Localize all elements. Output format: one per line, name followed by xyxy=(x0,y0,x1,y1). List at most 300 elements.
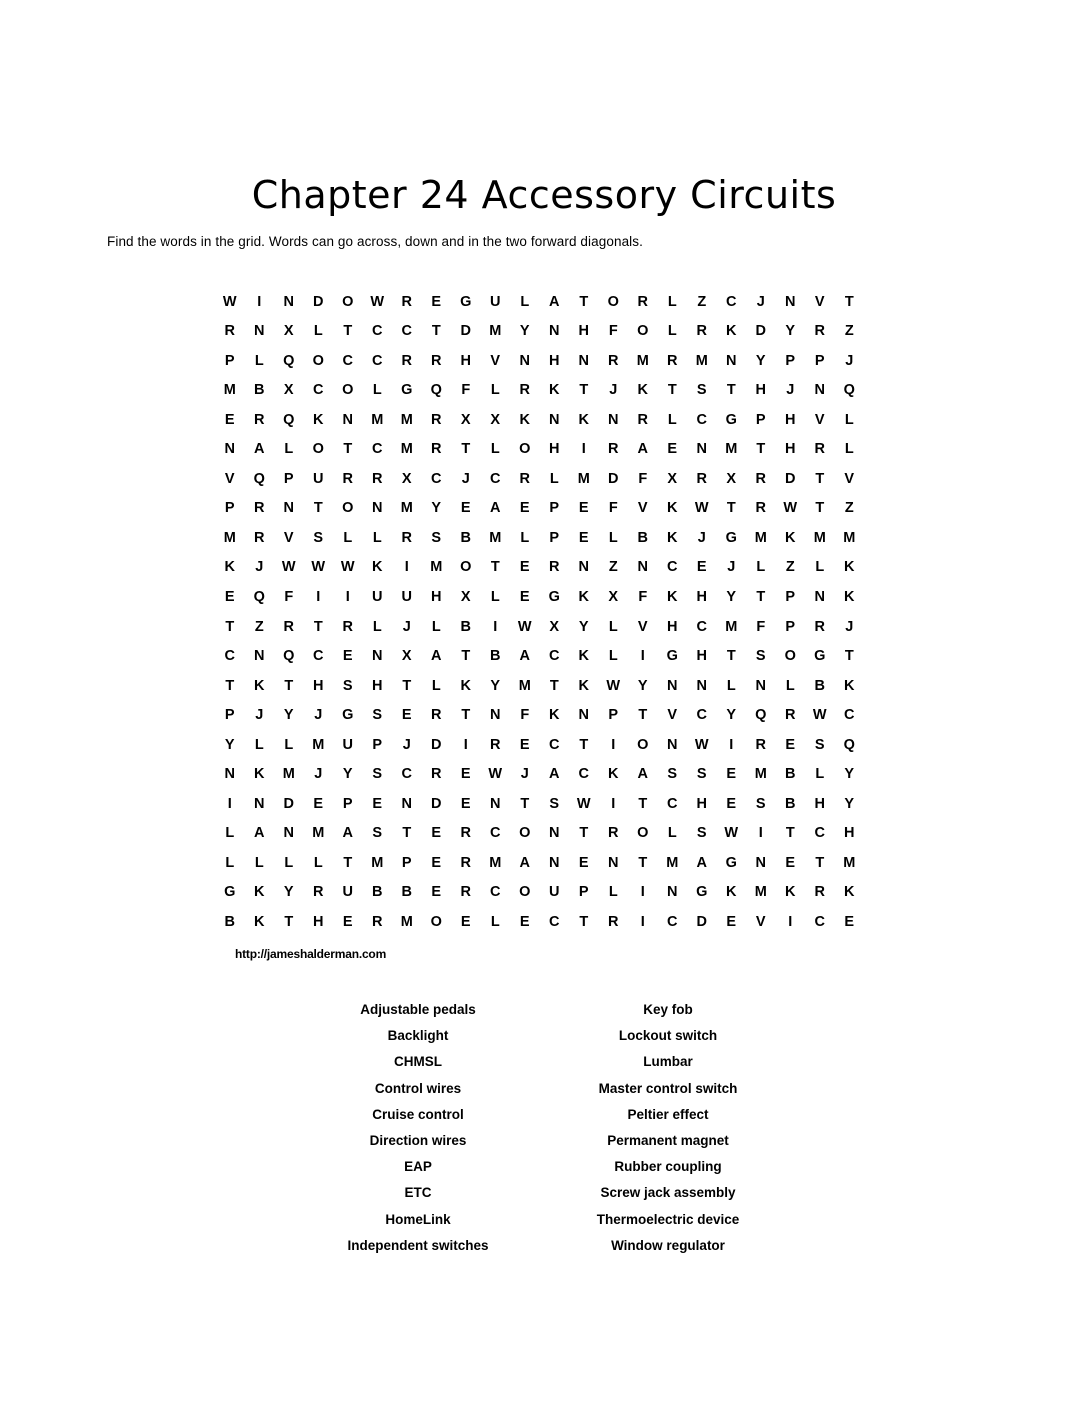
grid-letter: Y xyxy=(726,588,737,605)
grid-letter: R xyxy=(460,825,471,842)
grid-letter: E xyxy=(460,500,471,517)
grid-letter: L xyxy=(815,766,825,783)
grid-letter: D xyxy=(313,293,324,310)
grid-letter: M xyxy=(400,411,413,428)
grid-letter: C xyxy=(549,736,560,753)
grid-letter: X xyxy=(608,588,619,605)
word-search-grid xyxy=(215,287,864,937)
grid-letter: P xyxy=(224,707,235,724)
grid-letter: Q xyxy=(253,470,265,487)
grid-letter: S xyxy=(696,825,707,842)
grid-letter: M xyxy=(400,441,413,458)
grid-letter: L xyxy=(490,914,500,930)
grid-letter: R xyxy=(224,323,235,340)
grid-letter: T xyxy=(815,854,825,871)
grid-letter: C xyxy=(667,914,678,930)
grid-letter: H xyxy=(372,677,383,694)
grid-letter: X xyxy=(667,470,678,487)
grid-letter: N xyxy=(637,559,648,576)
grid-letter: I xyxy=(316,588,321,605)
word-list-item: Key fob xyxy=(643,1002,693,1017)
grid-letter: E xyxy=(578,854,589,871)
grid-letter: E xyxy=(401,707,412,724)
grid-letter: K xyxy=(726,884,737,901)
grid-letter: L xyxy=(549,470,559,487)
grid-letter: R xyxy=(313,884,324,901)
grid-letter: J xyxy=(255,707,264,724)
grid-letter: H xyxy=(549,352,560,369)
grid-letter: E xyxy=(431,825,442,842)
grid-letter: G xyxy=(696,884,708,901)
grid-letter: L xyxy=(756,559,766,576)
grid-letter: N xyxy=(224,766,235,783)
grid-letter: L xyxy=(520,293,530,310)
grid-letter: I xyxy=(758,825,763,842)
grid-letter: M xyxy=(754,529,767,546)
grid-letter: N xyxy=(254,795,265,812)
grid-letter: T xyxy=(520,795,530,812)
grid-letter: A xyxy=(637,766,648,783)
word-list-item: Peltier effect xyxy=(627,1106,709,1122)
grid-letter: C xyxy=(696,411,707,428)
grid-letter: O xyxy=(637,323,649,340)
grid-letter: J xyxy=(255,559,264,576)
grid-letter: X xyxy=(460,411,471,428)
grid-letter: Y xyxy=(283,884,294,901)
grid-letter: Q xyxy=(283,648,295,665)
grid-letter: J xyxy=(314,766,323,783)
grid-letter: P xyxy=(785,352,796,369)
grid-letter: K xyxy=(608,766,619,783)
grid-letter: M xyxy=(489,323,502,340)
grid-letter: D xyxy=(431,736,442,753)
grid-letter: M xyxy=(312,736,325,753)
grid-letter: E xyxy=(224,411,235,428)
puzzle-instructions: Find the words in the grid. Words can go across, down and in the two forward diagonals. xyxy=(107,234,643,249)
grid-letter: A xyxy=(637,441,648,458)
grid-letter: B xyxy=(460,529,471,546)
grid-letter: K xyxy=(578,677,589,694)
grid-letter: R xyxy=(342,470,353,487)
grid-letter: W xyxy=(488,766,503,783)
grid-letter: B xyxy=(372,884,383,901)
grid-letter: K xyxy=(224,559,235,576)
grid-letter: J xyxy=(461,470,470,487)
grid-letter: L xyxy=(372,529,382,546)
grid-letter: K xyxy=(372,559,383,576)
grid-letter: H xyxy=(431,588,442,605)
grid-letter: L xyxy=(608,884,618,901)
grid-letter: L xyxy=(667,411,677,428)
grid-letter: W xyxy=(311,559,326,576)
grid-letter: E xyxy=(726,914,737,930)
grid-letter: K xyxy=(726,323,737,340)
grid-letter: R xyxy=(254,500,265,517)
grid-letter: C xyxy=(224,648,235,665)
grid-letter: I xyxy=(788,914,793,930)
grid-letter: G xyxy=(725,854,737,871)
word-list-item: Thermoelectric device xyxy=(596,1211,740,1227)
grid-letter: I xyxy=(640,884,645,901)
grid-letter: N xyxy=(549,854,560,871)
grid-letter: T xyxy=(726,500,736,517)
grid-letter: J xyxy=(727,559,736,576)
grid-letter: T xyxy=(815,500,825,517)
grid-letter: K xyxy=(844,588,855,605)
grid-letter: W xyxy=(576,795,591,812)
grid-letter: N xyxy=(254,648,265,665)
grid-letter: K xyxy=(578,588,589,605)
grid-letter: Q xyxy=(283,411,295,428)
grid-letter: K xyxy=(637,382,648,399)
grid-letter: O xyxy=(312,352,324,369)
grid-letter: E xyxy=(519,500,530,517)
grid-letter: N xyxy=(814,382,825,399)
grid-letter: U xyxy=(490,293,501,310)
grid-letter: J xyxy=(845,618,854,635)
grid-letter: I xyxy=(463,736,468,753)
grid-letter: M xyxy=(371,411,384,428)
grid-letter: Q xyxy=(430,382,442,399)
grid-letter: E xyxy=(431,854,442,871)
grid-letter: D xyxy=(696,914,707,930)
word-list-left-column xyxy=(288,997,548,1259)
grid-letter: Z xyxy=(697,293,707,310)
grid-letter: L xyxy=(343,529,353,546)
grid-letter: T xyxy=(343,323,353,340)
grid-letter: E xyxy=(578,500,589,517)
grid-letter: L xyxy=(608,529,618,546)
grid-letter: F xyxy=(520,707,530,724)
grid-letter: T xyxy=(579,736,589,753)
grid-letter: B xyxy=(460,618,471,635)
grid-letter: C xyxy=(549,914,560,930)
grid-letter: T xyxy=(225,677,235,694)
grid-letter: S xyxy=(755,795,766,812)
grid-letter: K xyxy=(254,914,265,930)
grid-letter: H xyxy=(696,648,707,665)
grid-letter: M xyxy=(430,559,443,576)
grid-letter: S xyxy=(696,382,707,399)
grid-letter: M xyxy=(371,854,384,871)
grid-letter: K xyxy=(460,677,471,694)
grid-letter: K xyxy=(254,884,265,901)
grid-letter: N xyxy=(755,677,766,694)
grid-letter: C xyxy=(549,648,560,665)
grid-letter: H xyxy=(696,588,707,605)
grid-letter: F xyxy=(608,500,618,517)
grid-letter: R xyxy=(401,293,412,310)
grid-letter: V xyxy=(637,618,648,635)
grid-letter: J xyxy=(402,736,411,753)
grid-letter: C xyxy=(696,707,707,724)
word-list-item: EAP xyxy=(404,1159,432,1175)
grid-letter: L xyxy=(844,411,854,428)
grid-letter: M xyxy=(695,352,708,369)
grid-letter: P xyxy=(283,470,294,487)
grid-letter: Y xyxy=(519,323,530,340)
grid-letter: H xyxy=(785,411,796,428)
grid-letter: S xyxy=(696,766,707,783)
grid-letter: A xyxy=(696,854,707,871)
grid-letter: R xyxy=(401,352,412,369)
grid-letter: T xyxy=(284,677,294,694)
grid-letter: R xyxy=(814,323,825,340)
grid-letter: O xyxy=(519,884,531,901)
grid-letter: L xyxy=(313,854,323,871)
grid-letter: P xyxy=(785,588,796,605)
grid-letter: U xyxy=(313,470,324,487)
grid-letter: M xyxy=(577,470,590,487)
grid-letter: K xyxy=(667,588,678,605)
grid-letter: T xyxy=(579,293,589,310)
grid-letter: E xyxy=(785,736,796,753)
grid-letter: I xyxy=(493,618,498,635)
word-list-item: Screw jack assembly xyxy=(600,1185,736,1201)
grid-letter: Y xyxy=(342,766,353,783)
grid-letter: O xyxy=(637,825,649,842)
grid-letter: M xyxy=(489,529,502,546)
grid-letter: P xyxy=(755,411,766,428)
grid-letter: W xyxy=(694,736,709,753)
grid-letter: L xyxy=(667,323,677,340)
grid-letter: L xyxy=(254,736,264,753)
grid-letter: T xyxy=(844,293,854,310)
grid-letter: E xyxy=(519,736,530,753)
grid-letter: R xyxy=(283,618,294,635)
grid-letter: C xyxy=(578,766,589,783)
grid-letter: C xyxy=(490,470,501,487)
grid-letter: N xyxy=(283,825,294,842)
grid-letter: G xyxy=(401,382,413,399)
grid-letter: I xyxy=(640,648,645,665)
page-title: Chapter 24 Accessory Circuits xyxy=(251,173,837,218)
grid-letter: R xyxy=(519,382,530,399)
grid-letter: V xyxy=(224,470,235,487)
grid-letter: R xyxy=(254,529,265,546)
grid-letter: A xyxy=(549,766,560,783)
grid-letter: T xyxy=(402,677,412,694)
grid-letter: Q xyxy=(283,352,295,369)
grid-letter: E xyxy=(460,766,471,783)
grid-letter: A xyxy=(519,648,530,665)
grid-letter: E xyxy=(460,914,471,930)
grid-letter: J xyxy=(756,293,765,310)
grid-letter: E xyxy=(578,529,589,546)
grid-letter: N xyxy=(696,677,707,694)
grid-letter: R xyxy=(755,470,766,487)
source-url-text: http://jameshalderman.com xyxy=(235,947,387,961)
grid-letter: T xyxy=(579,825,589,842)
grid-letter: N xyxy=(755,854,766,871)
grid-letter: R xyxy=(608,914,619,930)
grid-letter: T xyxy=(313,618,323,635)
grid-letter: R xyxy=(431,707,442,724)
grid-letter: P xyxy=(549,529,560,546)
grid-letter: V xyxy=(283,529,294,546)
grid-letter: T xyxy=(785,825,795,842)
grid-letter: T xyxy=(284,914,294,930)
word-list-item: Control wires xyxy=(374,1080,462,1096)
grid-letter: T xyxy=(815,470,825,487)
grid-letter: I xyxy=(581,441,586,458)
grid-letter: F xyxy=(461,382,471,399)
grid-letter: G xyxy=(460,293,472,310)
grid-letter: B xyxy=(785,795,796,812)
grid-letter: D xyxy=(431,795,442,812)
grid-letter: L xyxy=(284,736,294,753)
grid-letter: L xyxy=(284,854,294,871)
grid-letter: U xyxy=(372,588,383,605)
grid-letter: E xyxy=(313,795,324,812)
grid-letter: R xyxy=(696,323,707,340)
grid-letter: L xyxy=(520,529,530,546)
grid-letter: N xyxy=(549,825,560,842)
grid-letter: R xyxy=(431,352,442,369)
grid-letter: R xyxy=(401,529,412,546)
grid-letter: E xyxy=(372,795,383,812)
grid-letter: T xyxy=(402,825,412,842)
grid-letter: O xyxy=(342,500,354,517)
grid-letter: C xyxy=(696,618,707,635)
grid-letter: B xyxy=(785,766,796,783)
grid-letter: S xyxy=(431,529,442,546)
grid-letter: X xyxy=(726,470,737,487)
grid-letter: A xyxy=(254,441,265,458)
grid-letter: T xyxy=(461,648,471,665)
grid-letter: N xyxy=(224,441,235,458)
grid-letter: R xyxy=(254,411,265,428)
grid-letter: I xyxy=(729,736,734,753)
grid-letter: W xyxy=(783,500,798,517)
word-list-item: ETC xyxy=(404,1185,432,1201)
grid-letter: R xyxy=(755,736,766,753)
grid-letter: Y xyxy=(844,766,855,783)
grid-letter: R xyxy=(372,470,383,487)
grid-letter: N xyxy=(696,441,707,458)
grid-letter: M xyxy=(666,854,679,871)
grid-letter: L xyxy=(225,854,235,871)
grid-letter: E xyxy=(519,914,530,930)
grid-letter: H xyxy=(578,323,589,340)
grid-letter: L xyxy=(372,382,382,399)
grid-letter: P xyxy=(224,352,235,369)
grid-letter: N xyxy=(667,677,678,694)
grid-letter: T xyxy=(343,854,353,871)
grid-letter: R xyxy=(342,618,353,635)
grid-letter: M xyxy=(813,529,826,546)
grid-letter: W xyxy=(340,559,355,576)
grid-letter: O xyxy=(784,648,796,665)
grid-letter: H xyxy=(460,352,471,369)
grid-letter: R xyxy=(608,825,619,842)
grid-letter: L xyxy=(431,618,441,635)
grid-letter: N xyxy=(608,854,619,871)
grid-letter: C xyxy=(313,382,324,399)
grid-letter: Y xyxy=(490,677,501,694)
grid-letter: K xyxy=(667,529,678,546)
grid-letter: U xyxy=(549,884,560,901)
grid-letter: K xyxy=(578,648,589,665)
grid-letter: N xyxy=(283,500,294,517)
grid-letter: N xyxy=(372,648,383,665)
grid-letter: S xyxy=(342,677,353,694)
grid-letter: Z xyxy=(785,559,795,576)
grid-letter: P xyxy=(608,707,619,724)
grid-letter: K xyxy=(254,677,265,694)
grid-letter: P xyxy=(342,795,353,812)
grid-letter: W xyxy=(812,707,827,724)
grid-letter: Z xyxy=(254,618,264,635)
grid-letter: N xyxy=(578,352,589,369)
grid-letter: C xyxy=(844,707,855,724)
grid-letter: W xyxy=(517,618,532,635)
grid-letter: Y xyxy=(844,795,855,812)
word-list-item: Permanent magnet xyxy=(607,1132,729,1148)
grid-letter: M xyxy=(489,854,502,871)
grid-letter: B xyxy=(254,382,265,399)
grid-letter: Y xyxy=(578,618,589,635)
grid-letter: L xyxy=(785,677,795,694)
grid-letter: L xyxy=(815,559,825,576)
grid-letter: K xyxy=(313,411,324,428)
grid-letter: A xyxy=(431,648,442,665)
grid-letter: T xyxy=(490,559,500,576)
grid-letter: S xyxy=(549,795,560,812)
grid-letter: T xyxy=(756,588,766,605)
grid-letter: B xyxy=(401,884,412,901)
grid-letter: E xyxy=(726,766,737,783)
grid-letter: L xyxy=(372,618,382,635)
grid-letter: U xyxy=(401,588,412,605)
grid-letter: R xyxy=(814,884,825,901)
grid-letter: L xyxy=(490,588,500,605)
grid-letter: C xyxy=(490,884,501,901)
grid-letter: G xyxy=(666,648,678,665)
word-list-item: Lockout switch xyxy=(618,1028,718,1044)
grid-letter: L xyxy=(254,854,264,871)
grid-letter: N xyxy=(254,323,265,340)
grid-letter: G xyxy=(224,884,236,901)
grid-letter: T xyxy=(638,795,648,812)
grid-letter: Q xyxy=(755,707,767,724)
grid-letter: O xyxy=(519,441,531,458)
grid-letter: K xyxy=(844,677,855,694)
grid-letter: I xyxy=(611,795,616,812)
grid-letter: T xyxy=(667,382,677,399)
grid-letter: P xyxy=(549,500,560,517)
grid-letter: E xyxy=(460,795,471,812)
grid-letter: T xyxy=(549,677,559,694)
grid-letter: X xyxy=(401,648,412,665)
grid-letter: E xyxy=(519,588,530,605)
grid-letter: R xyxy=(608,352,619,369)
grid-letter: M xyxy=(223,382,236,399)
grid-letter: D xyxy=(283,795,294,812)
grid-letter: Y xyxy=(755,352,766,369)
grid-letter: K xyxy=(549,707,560,724)
grid-letter: M xyxy=(518,677,531,694)
grid-letter: W xyxy=(694,500,709,517)
grid-letter: N xyxy=(283,293,294,310)
grid-letter: I xyxy=(345,588,350,605)
grid-letter: K xyxy=(785,529,796,546)
grid-letter: N xyxy=(578,707,589,724)
grid-letter: D xyxy=(755,323,766,340)
grid-letter: I xyxy=(227,795,232,812)
grid-letter: V xyxy=(667,707,678,724)
grid-letter: S xyxy=(755,648,766,665)
